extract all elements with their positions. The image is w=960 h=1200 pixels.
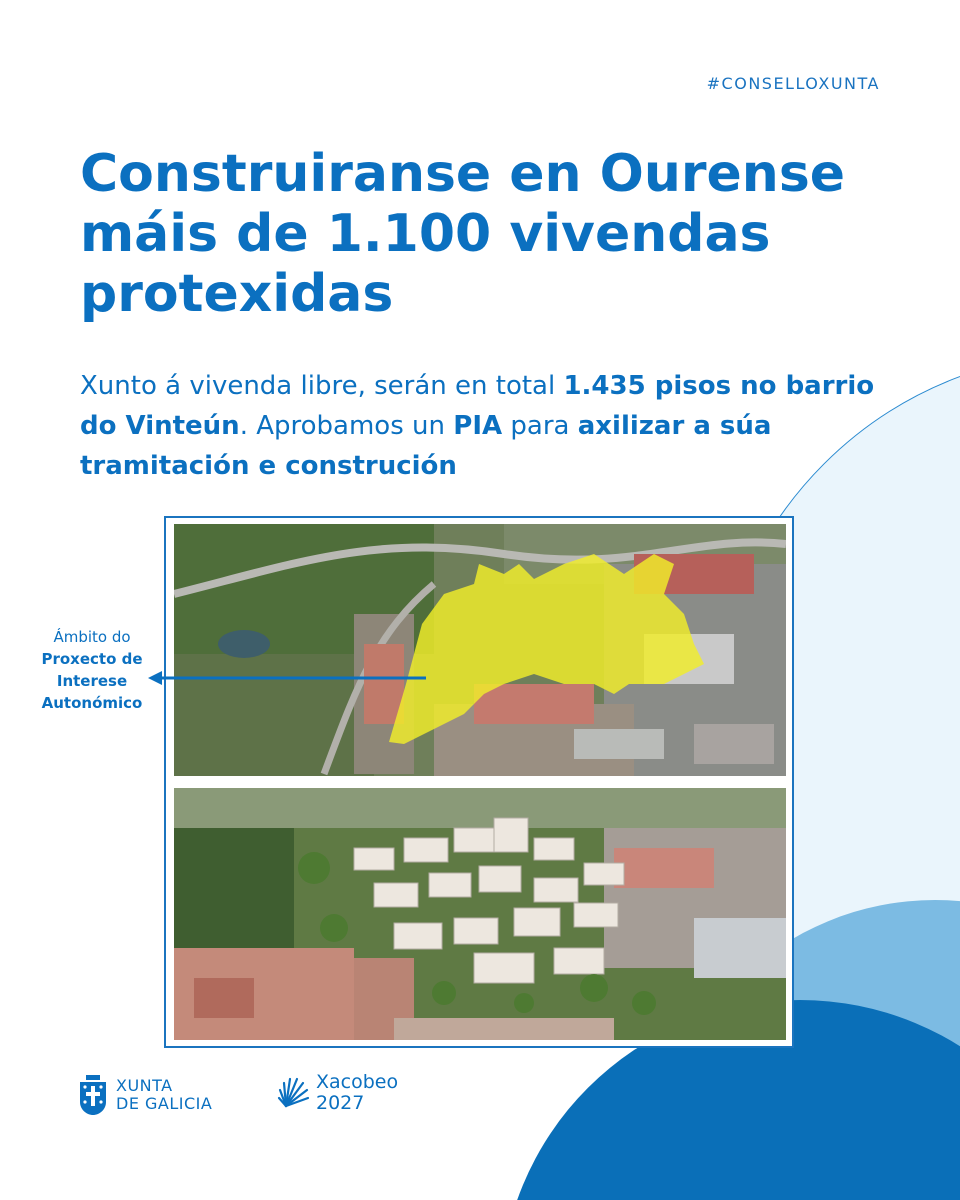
callout-line-3: Interese (56, 672, 128, 690)
subtitle-bold-3: axilizar a súa tramitación e construción (80, 411, 772, 481)
callout-label (18, 626, 166, 714)
subtitle-text-1: Xunto á vivenda libre, serán en total (80, 371, 564, 401)
callout-line-4: Autonómico (41, 694, 143, 712)
subtitle-text-3: para (502, 411, 578, 441)
page-title: Construiranse en Ourense máis de 1.100 vivendas protexidas (80, 144, 846, 324)
xacobeo-logo-line-1: Xacobeo (316, 1071, 399, 1093)
scallop-shell-icon (276, 1076, 310, 1110)
subtitle-text-2: . Aprobamos un (239, 411, 454, 441)
subtitle (80, 366, 880, 486)
galicia-coat-of-arms-icon (78, 1074, 108, 1116)
callout-line-2: Proxecto de (41, 650, 143, 668)
subtitle-bold-1: 1.435 pisos no barrio do Vinteún (80, 371, 875, 441)
xacobeo-logo-line-2: 2027 (316, 1092, 365, 1114)
aerial-photo-current (174, 524, 786, 776)
xunta-logo-line-1: XUNTA (116, 1076, 173, 1095)
render-photo-proposed (174, 788, 786, 1040)
xunta-logo-line-2: DE GALICIA (116, 1094, 213, 1113)
xacobeo-logo[interactable] (276, 1072, 398, 1114)
hashtag[interactable]: #CONSELLOXUNTA (706, 74, 880, 93)
subtitle-bold-2: PIA (453, 411, 503, 441)
arrow-left-icon (146, 668, 430, 688)
xunta-logo[interactable] (78, 1074, 212, 1116)
callout-line-1: Ámbito do (53, 628, 131, 646)
